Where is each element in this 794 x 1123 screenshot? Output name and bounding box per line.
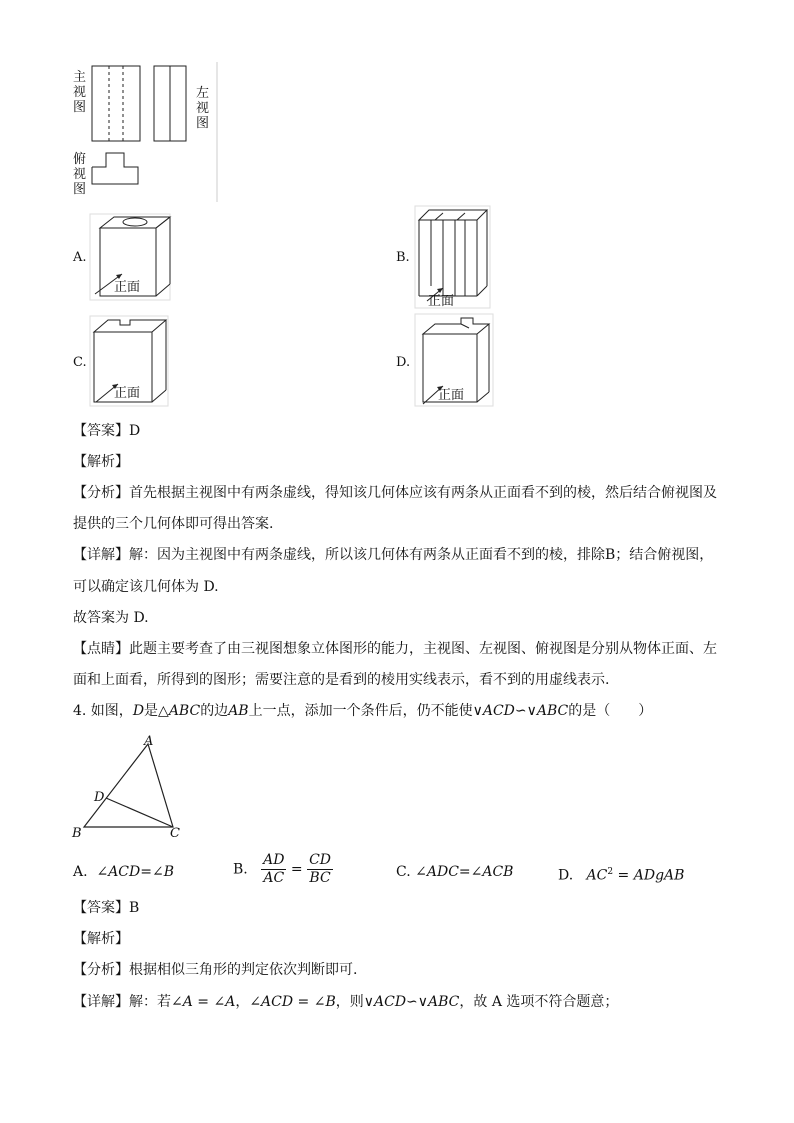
- q3-fenxi-line2: 提供的三个几何体即可得出答案.: [73, 516, 274, 532]
- q3-option-b-solid: [415, 206, 495, 311]
- q3-fenxi-line1: 【分析】首先根据主视图中有两条虚线，得知该几何体应该有两条从正面看不到的棱，然后结合俯视图及: [73, 485, 717, 501]
- top-view-label: 俯 视 图: [73, 152, 87, 197]
- q3-option-a-label: A.: [73, 250, 87, 265]
- figure-edge-line: [216, 62, 220, 202]
- q3-dianjing-line2: 面和上面看，所得到的图形；需要注意的是看到的棱用实线表示，看不到的用虚线表示.: [73, 672, 610, 688]
- q3-conclusion: 故答案为 D.: [73, 610, 149, 626]
- q3-option-b-label: B.: [396, 250, 410, 265]
- q3-option-d-label: D.: [396, 355, 411, 370]
- q4-option-d: D. $AC^2$ = ADgAB: [558, 867, 685, 884]
- q3-answer-line: 【答案】D: [73, 423, 141, 439]
- q4-fenxi-line: 【分析】根据相似三角形的判定依次判断即可.: [73, 962, 358, 978]
- q3-analysis-heading: 【解析】: [73, 454, 129, 470]
- q3-xiangjie-line1: 【详解】解：因为主视图中有两条虚线，所以该几何体有两条从正面看不到的棱，排除B；结合俯视图，: [73, 547, 714, 563]
- q3-dianjing-line1: 【点睛】此题主要考查了由三视图想象立体图形的能力，主视图、左视图、俯视图是分别从物体正面、左: [73, 641, 717, 657]
- q4-option-b-fraction-1: $\frac{AD}{AC}$: [263, 852, 285, 886]
- q4-vertex-a: A: [144, 734, 154, 749]
- q4-vertex-c: C: [170, 826, 180, 841]
- top-view-figure: [90, 150, 150, 190]
- q3-xiangjie-line2: 可以确定该几何体为 D.: [73, 579, 219, 595]
- q4-option-c: C. ∠ADC=∠ACB: [396, 864, 514, 880]
- q4-vertex-d: D: [94, 790, 105, 805]
- q4-xiangjie-line: 【详解】解：若∠A = ∠A，∠ACD = ∠B，则∨ACD∽∨ABC，故 A 选项不符合题意；: [73, 994, 619, 1010]
- front-view-label: 主 视 图: [73, 70, 87, 115]
- q3-option-d-front-tag: 正面: [438, 388, 465, 403]
- left-view-label: 左 视 图: [196, 86, 210, 131]
- front-view-figure: [90, 64, 150, 144]
- q4-stem: 4. 如图，D是△ABC的边AB上一点，添加一个条件后，仍不能使∨ACD∽∨ABC的是（ ）: [73, 703, 653, 719]
- q4-vertex-b: B: [72, 826, 82, 841]
- q4-analysis-heading: 【解析】: [73, 931, 129, 947]
- q3-option-c-label: C.: [73, 355, 87, 370]
- q4-option-a: A. ∠ACD=∠B: [73, 864, 174, 880]
- q3-option-c-front-tag: 正面: [114, 386, 141, 401]
- left-view-figure: [152, 64, 192, 144]
- q3-option-a-front-tag: 正面: [114, 280, 141, 295]
- q4-option-b: B. $\frac{AD}{AC}$ = $\frac{CD}{BC}$: [233, 852, 332, 886]
- q4-option-b-fraction-2: $\frac{CD}{BC}$: [309, 852, 332, 886]
- q3-option-b-front-tag: 正面: [428, 294, 455, 309]
- q4-answer-line: 【答案】B: [73, 900, 140, 916]
